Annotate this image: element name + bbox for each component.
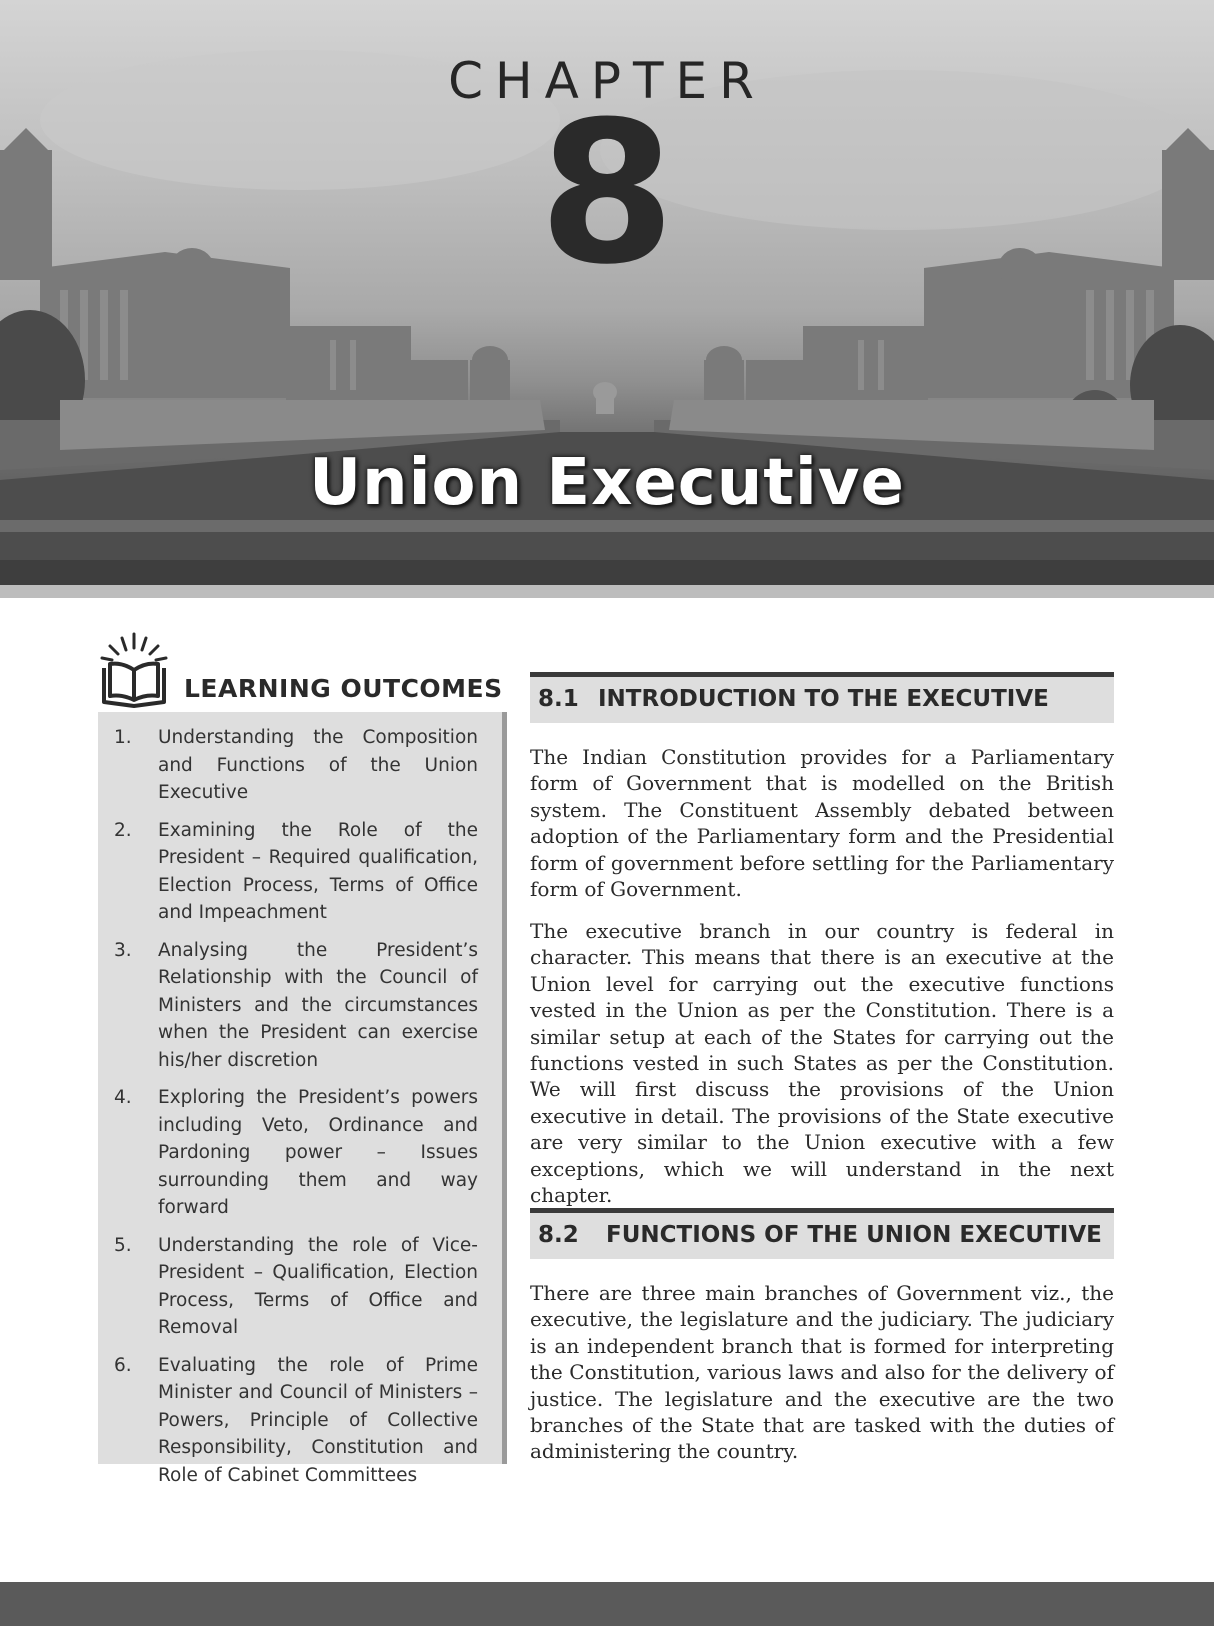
chapter-label: CHAPTER bbox=[448, 52, 766, 110]
list-item bbox=[98, 1352, 502, 1490]
chapter-banner bbox=[0, 0, 1214, 598]
open-book-sparkle-icon bbox=[96, 632, 172, 712]
list-item bbox=[98, 1232, 502, 1342]
section-number: 8.1 bbox=[538, 686, 579, 712]
paragraph: The executive branch in our country is federal in character. This means that there is an executive at the Union level for carrying out the executive functions vested in the Union as per the Constitution. There is a similar setup at each of the States for carrying out the functions vested in such States as per the Constitution. We will first discuss the provisions of the Union executive in detail. The provisions of the State executive are very similar to the Union executive with a few exceptions, which we will understand in the next chapter. bbox=[530, 919, 1114, 1208]
paragraph: The Indian Constitution provides for a Parliamentary form of Government that is modelled on the British system. The Constituent Assembly debated between adoption of the Parliamentary form and the Presidential form of government before settling for the Parliamentary form of Government. bbox=[530, 745, 1114, 902]
list-item bbox=[98, 724, 502, 807]
item-number: 6. bbox=[114, 1354, 132, 1376]
list-item bbox=[98, 817, 502, 927]
section-heading-8-1 bbox=[530, 672, 1114, 723]
item-text: Understanding the role of Vice-President – Qualification, Election Process, Terms of Office and Removal bbox=[158, 1234, 478, 1338]
paragraph: There are three main branches of Government viz., the executive, the legislature and the judiciary. The judiciary is an independent branch that is formed for interpreting the Constitution, various laws and also for the delivery of justice. The legislature and the executive are the two branches of the State that are tasked with the duties of administering the country. bbox=[530, 1281, 1114, 1464]
learning-outcomes-list bbox=[98, 712, 502, 1489]
section-number: 8.2 bbox=[538, 1222, 579, 1248]
learning-outcomes-box bbox=[98, 712, 507, 1486]
section-title: INTRODUCTION TO THE EXECUTIVE bbox=[598, 686, 1049, 712]
chapter-title: Union Executive bbox=[309, 446, 905, 520]
item-number: 5. bbox=[114, 1234, 132, 1256]
footer-bar bbox=[0, 1582, 1214, 1626]
item-text: Analysing the President’s Relationship with the Council of Ministers and the circumstances when the President can exercise his/her discretion bbox=[158, 939, 478, 1071]
item-number: 4. bbox=[114, 1087, 132, 1108]
chapter-number: 8 bbox=[538, 80, 676, 308]
list-item bbox=[98, 1084, 502, 1222]
section-title: FUNCTIONS OF THE UNION EXECUTIVE bbox=[606, 1222, 1102, 1248]
learning-outcomes-header bbox=[96, 632, 506, 712]
item-number: 2. bbox=[114, 819, 132, 841]
item-number: 3. bbox=[114, 939, 132, 961]
item-text: Exploring the President’s powers including Veto, Ordinance and Pardoning power – Issues surrounding them and way forward bbox=[158, 1087, 478, 1218]
item-text: Examining the Role of the President – Required qualification, Election Process, Terms of Office and Impeachment bbox=[158, 819, 478, 923]
item-text: Understanding the Composition and Functions of the Union Executive bbox=[158, 727, 478, 803]
list-item bbox=[98, 937, 502, 1075]
item-text: Evaluating the role of Prime Minister and Council of Ministers – Powers, Principle of Collective Responsibility, Constitution and Role of Cabinet Committees bbox=[158, 1354, 478, 1486]
section-heading-8-2 bbox=[530, 1208, 1114, 1259]
learning-outcomes-title: LEARNING OUTCOMES bbox=[184, 674, 503, 703]
item-number: 1. bbox=[114, 727, 132, 748]
